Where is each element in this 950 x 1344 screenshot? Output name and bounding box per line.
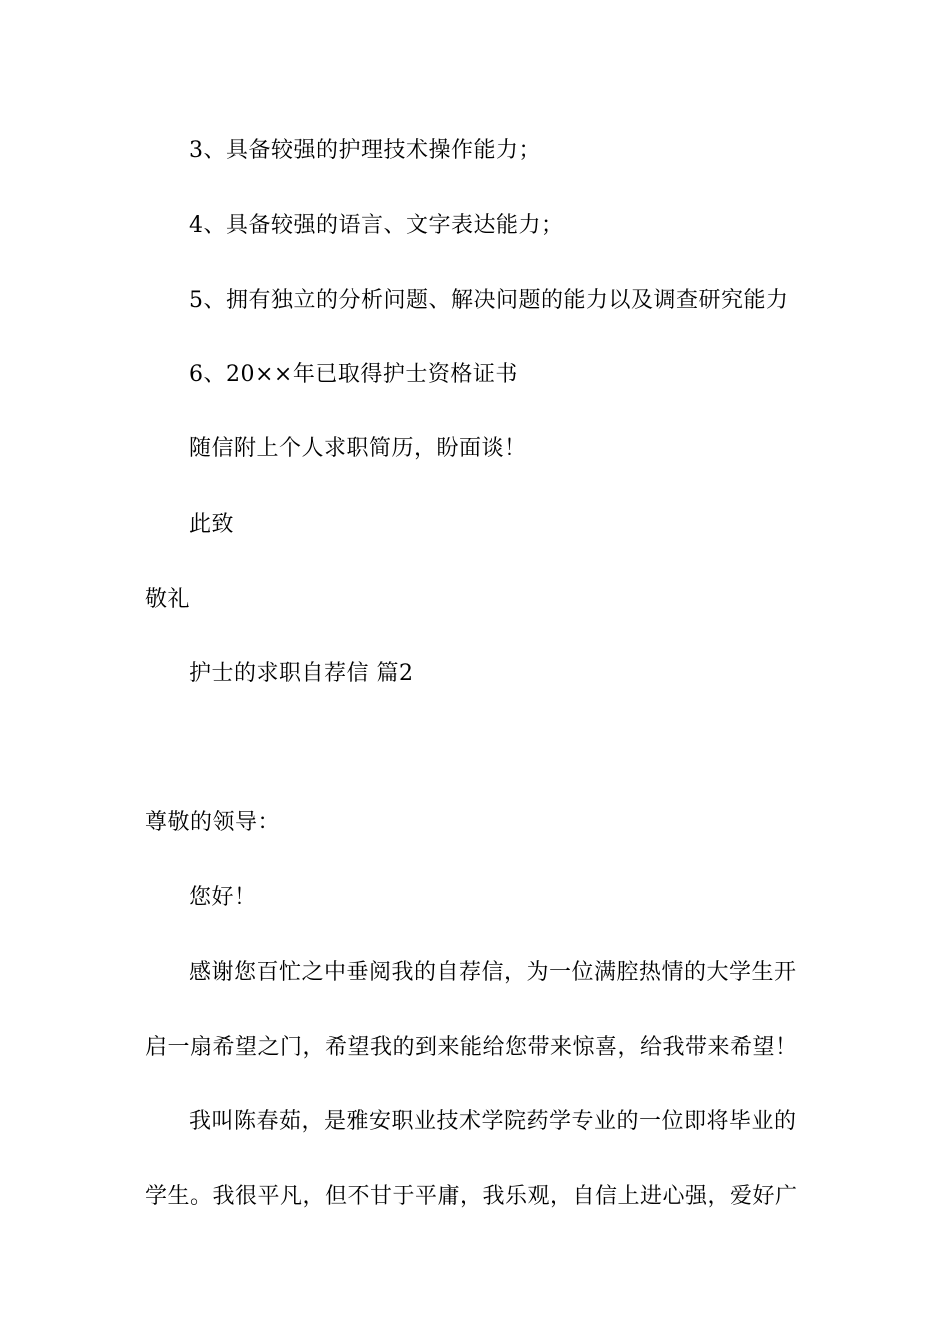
- list-item-skill-3: 3、具备较强的护理技术操作能力；: [189, 138, 541, 163]
- letter-greeting: 尊敬的领导：: [145, 810, 281, 835]
- paragraph-line: 学生。我很平凡，但不甘于平庸，我乐观，自信上进心强，爱好广: [145, 1184, 798, 1209]
- closing-regards: 敬礼: [145, 587, 191, 612]
- paragraph-line: 感谢您百忙之中垂阅我的自荐信，为一位满腔热情的大学生开: [189, 960, 797, 985]
- paragraph-line: 启一扇希望之门，希望我的到来能给您带来惊喜，给我带来希望！: [145, 1035, 798, 1060]
- resume-attached-text: 随信附上个人求职简历，盼面谈！: [189, 436, 527, 461]
- section-heading: 护士的求职自荐信 篇2: [189, 661, 414, 686]
- closing-salutation: 此致: [189, 512, 235, 537]
- paragraph-line: 我叫陈春茹，是雅安职业技术学院药学专业的一位即将毕业的: [189, 1109, 797, 1134]
- list-item-certificate: 6、20××年已取得护士资格证书: [189, 362, 518, 387]
- hello-text: 您好！: [189, 885, 257, 910]
- list-item-skill-4: 4、具备较强的语言、文字表达能力；: [189, 213, 564, 238]
- list-item-skill-5: 5、拥有独立的分析问题、解决问题的能力以及调查研究能力: [189, 288, 789, 313]
